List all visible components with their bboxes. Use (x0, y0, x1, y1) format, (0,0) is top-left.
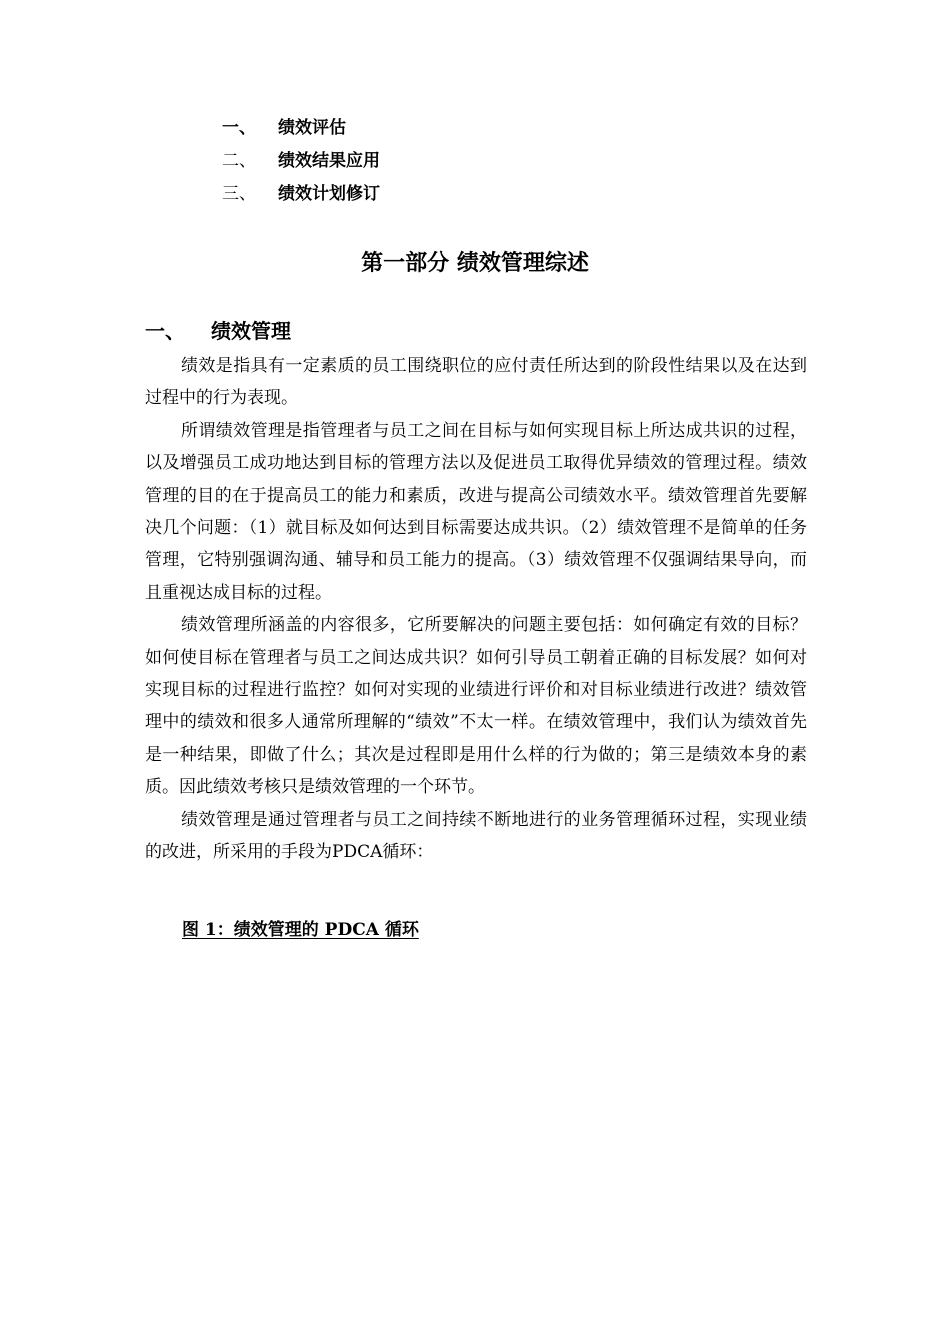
paragraph: 绩效是指具有一定素质的员工围绕职位的应付责任所达到的阶段性结果以及在达到过程中的行为表现。 (145, 356, 807, 409)
toc-item-label: 绩效计划修订 (278, 184, 380, 204)
toc-item-number: 一、 (222, 118, 256, 138)
toc-item-label: 绩效结果应用 (278, 151, 380, 171)
toc-list (222, 114, 380, 213)
toc-item (222, 147, 380, 180)
toc-item-label: 绩效评估 (278, 118, 346, 138)
section-title: 绩效管理 (211, 319, 291, 343)
section-number: 一、 (145, 319, 185, 343)
toc-item-number: 三、 (222, 184, 256, 204)
toc-item-number: 二、 (222, 151, 256, 171)
toc-item (222, 114, 380, 147)
body-text (145, 350, 807, 869)
paragraph: 绩效管理所涵盖的内容很多，它所要解决的问题主要包括：如何确定有效的目标？如何使目标在管理者与员工之间达成共识？如何引导员工朝着正确的目标发展？如何对实现目标的过程进行监控？如何对实现的业绩进行评价和对目标业绩进行改进？绩效管理中的绩效和很多人通常所理解的“绩效”不太一样。在绩效管理中，我们认为绩效首先是一种结果，即做了什么；其次是过程即是用什么样的行为做的；第三是绩效本身的素质。因此绩效考核只是绩效管理的一个环节。 (145, 615, 807, 798)
section-heading (145, 316, 291, 346)
paragraph: 所谓绩效管理是指管理者与员工之间在目标与如何实现目标上所达成共识的过程，以及增强员工成功地达到目标的管理方法以及促进员工取得优异绩效的管理过程。绩效管理的目的在于提高员工的能力和素质，改进与提高公司绩效水平。绩效管理首先要解决几个问题：（1）就目标及如何达到目标需要达成共识。（2）绩效管理不是简单的任务管理，它特别强调沟通、辅导和员工能力的提高。（3）绩效管理不仅强调结果导向，而且重视达成目标的过程。 (145, 420, 807, 603)
figure-caption: 图 1：绩效管理的 PDCA 循环 (182, 920, 419, 940)
part-title: 第一部分 绩效管理综述 (361, 251, 589, 276)
paragraph: 绩效管理是通过管理者与员工之间持续不断地进行的业务管理循环过程，实现业绩的改进，所采用的手段为PDCA循环： (145, 809, 807, 863)
toc-item (222, 180, 380, 213)
